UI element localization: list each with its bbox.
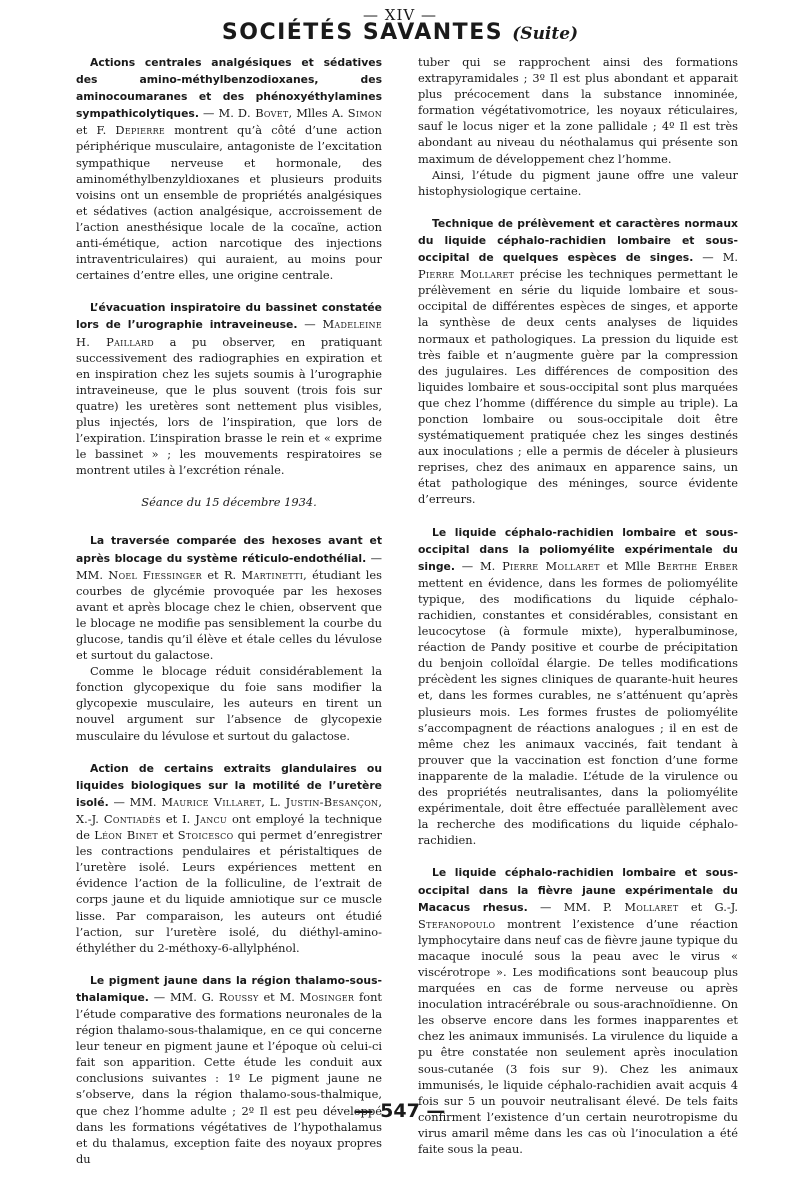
article-roussy-continued — [418, 54, 738, 199]
author-name: Contiadès — [103, 811, 161, 826]
author-name: Stefanopoulo — [418, 916, 496, 931]
page-title — [0, 20, 800, 45]
article-body: montrent qu’à côté d’une action périphérique musculaire, antagoniste de l’excitation sympathique nerveuse et hormonale, des aminométhylbenzyldioxanes et plusieurs produits voisins ont un ensemble de propriétés analgésiques et sédatives (action analgésique, accroissement de l’action anesthésique locale de la cocaïne, action anti-émétique, action narcotique des injections intraventriculaires) qui auraient, au moins pour certaines d’entre elles, une origine centrale. — [76, 123, 383, 283]
article-title: Action de certains extraits glandulaires ou liquides biologiques sur la motilité de l’uretère isolé. — [76, 761, 382, 809]
article-bovet — [76, 54, 382, 283]
author-name: Mosinger — [299, 989, 355, 1004]
article-body: précise les techniques permettant le prélèvement en série du liquide lombaire et sous-occipital de différentes espèces de singes, et apporte la synthèse de deux cents analyses de liquides normaux et pathologiques. La pression du liquide est très faible et n’augmente guère par la compression des jugulaires. Les différences de composition des liquides lombaire et sous-occipital sont plus marquées que chez l’homme (différence du simple au triple). La ponction lombaire ou sous-occipitale doit être systématiquement pratiquée chez les singes destinés aux inoculations ; elle a permis de déceler à plusieurs reprises, chez des animaux en apparence sains, un état pathologique des méninges, source évidente d’erreurs. — [418, 267, 738, 507]
left-column — [76, 54, 382, 1183]
article-mollaret-poliomyelite — [418, 524, 738, 849]
connector: , L. — [261, 794, 286, 809]
article-title: Technique de prélèvement et caractères normaux du liquide céphalo-rachidien lombaire et sous-occipital de quelques espèces de singes. — [418, 216, 738, 265]
section-title: SOCIÉTÉS SAVANTES — [221, 20, 504, 45]
session-date: Séance du 15 décembre 1934. — [141, 495, 317, 510]
author-name: Simon — [347, 106, 382, 121]
article-title: Le liquide céphalo-rachidien lombaire et sous-occipital dans la poliomyélite expérimentale du singe. — [418, 525, 738, 573]
connector: et I. — [160, 811, 196, 826]
author-name: Berthe Erber — [657, 558, 739, 573]
article-title: Le pigment jaune dans la région thalamo-sous-thalamique. — [76, 973, 382, 1004]
author-name: Martinetti — [241, 567, 304, 582]
separator: — M. — [454, 558, 503, 573]
article-body: font l’étude comparative des formations neuronales de la région thalamo-sous-thalamique, en ce qui concerne leur teneur en pigment jaune et l’époque où celui-ci fait son apparition. Cette étude les conduit aux conclusions suivantes : 1º Le pigment jaune ne s’observe, dans la région thalamo-sous-thalmique, que chez l’homme adulte ; 2º Il est peu développé dans les formations végétatives de l’hypothalamus et du thalamus, exception faite des noyaux propres du — [76, 989, 383, 1166]
article-title: La traversée comparée des hexoses avant et après blocage du système réticulo-endothélial. — [76, 534, 382, 565]
connector: et G.-J. — [678, 899, 739, 914]
author-name: Mollaret — [624, 899, 679, 914]
separator: — MM. — [108, 794, 162, 809]
connector: et M. — [258, 989, 300, 1004]
author-name: Madeleine H. Paillard — [76, 317, 382, 349]
connector: , Mlles A. — [288, 106, 348, 121]
separator: — MM. P. — [527, 899, 625, 914]
separator: — — [297, 317, 323, 332]
connector: ont employé la technique de — [76, 811, 382, 843]
article-villaret — [76, 760, 382, 956]
article-paragraph: Ainsi, l’étude du pigment jaune offre une valeur histophysiologique certaine. — [418, 167, 738, 198]
author-name: Pierre Mollaret — [418, 267, 515, 282]
article-body: a pu observer, en pratiquant successivement des radiographies en expiration et en inspiration chez les sujets soumis à l’urographie intraveineuse, que le plus souvent (trois fois sur quatre) les uretères sont nettement plus visibles, plus injectés, lors de l’inspiration, que lors de l’expiration. L’inspiration brasse le rein et « exprime le bassinet » ; les mouvements respiratoires se montrent utiles à l’excrétion rénale. — [76, 334, 382, 478]
separator: — M. — [198, 106, 238, 121]
author-name: Maurice Villaret — [161, 794, 262, 809]
author-name: Pierre Mollaret — [502, 558, 600, 573]
connector: et Mlle — [599, 558, 658, 573]
connector: , X.-J. — [76, 794, 382, 826]
article-title: Actions centrales analgésiques et sédatives des amino-méthylbenzodioxanes, des aminocoumaranes et des phénoxyéthylamines sympathicolytiques. — [76, 56, 382, 121]
article-paragraph: Comme le blocage réduit considérablement la fonction glycopexique du foie sans modifier la glycopexie musculaire, les auteurs en tirent un nouvel argument sur l’absence de glycopexie musculaire du lévulose et surtout du galactose. — [76, 664, 382, 743]
author-name: Depierre — [115, 123, 166, 138]
author-name: Roussy — [218, 989, 259, 1004]
author-name: D. Bovet — [237, 106, 289, 121]
separator: — M. — [693, 250, 738, 265]
author-name: Stoicesco — [177, 828, 234, 843]
article-paillard — [76, 299, 382, 478]
author-name: Justin-Besançon — [285, 794, 379, 809]
separator: — MM. G. — [148, 989, 219, 1004]
roman-folio: — XIV — — [363, 6, 437, 24]
author-name: Jancu — [195, 811, 227, 826]
author-name: Léon Binet — [94, 828, 159, 843]
separator: — MM. — [76, 550, 382, 582]
article-body: montrent l’existence d’une réaction lymphocytaire dans neuf cas de fièvre jaune typique du macaque inoculé sous la peau avec le virus « viscérotrope ». Les modifications sont beaucoup plus marquées en cas de forme nerveuse ou après inoculation intracérébrale ou sous-arachnoïdienne. On les observe encore dans les formes inapparentes et chez les animaux immunisés. La virulence du liquide a pu être constatée non seulement après inoculation sous-cutanée (3 fois sur 9). Chez les animaux immunisés, le liquide céphalo-rachidien avait acquis 4 fois sur 5 un pouvoir neutralisant élevé. De tels faits confirment l’existence d’un certain neurotropisme du virus amaril même dans les cas où l’inoculation a été faite sous la peau. — [418, 916, 738, 1156]
connector: et — [158, 828, 178, 843]
article-body: , étudiant les courbes de glycémie provoquée par les hexoses avant et après blocage chez le chien, observent que le blocage ne modifie pas sensiblement la courbe du glucose, tandis qu’il élève et étale celles du lévulose et surtout du galactose. — [76, 567, 383, 663]
article-body: mettent en évidence, dans les formes de poliomyélite typique, des modifications du liquide céphalo-rachidien, constantes et considérables, consistant en leucocytose (à formule mixte), hyperalbuminose, réaction de Pandy positive et courbe de précipitation du benjoin colloïdal élargie. De telles modifications précèdent les signes cliniques de quarante-huit heures et, dans les formes curables, ne s’atténuent qu’après plusieurs mois. Les formes frustes de poliomyélite s’accompagnent de réactions analogues ; il en est de même chez les animaux vaccinés, fait tendant à prouver que la vaccination est fonction d’une forme inapparente de la maladie. L’étude de la virulence ou des propriétés neutralisantes, dans la poliomyélite expérimentale, doit être effectuée parallèlement avec la recherche des modifications du liquide céphalo-rachidien. — [418, 575, 738, 848]
connector: et R. — [201, 567, 242, 582]
article-fiessinger — [76, 532, 382, 743]
author-name: Noel Fiessinger — [108, 567, 202, 582]
article-body: qui permet d’enregistrer les contractions pendulaires et péristaltiques de l’uretère isolé. Leurs expériences mettent en évidence l’action de la folliculine, de l’extrait de corps jaune et du liquide amniotique sur ce muscle lisse. Par comparaison, les auteurs ont étudié l’action, sur l’uretère isolé, du diéthyl-amino-éthyléther du 2-méthoxy-6-allylphénol. — [76, 828, 382, 955]
section-subtitle: (Suite) — [512, 24, 579, 44]
connector: et F. — [76, 123, 116, 138]
article-title: Le liquide céphalo-rachidien lombaire et sous-occipital dans la fièvre jaune expérimentale du Macacus rhesus. — [418, 866, 738, 914]
page-number: — 547 — — [354, 1100, 446, 1122]
right-column — [418, 54, 738, 1173]
article-title: L’évacuation inspiratoire du bassinet constatée lors de l’urographie intraveineuse. — [76, 301, 382, 332]
article-mollaret-technique — [418, 215, 738, 508]
article-roussy — [76, 972, 382, 1167]
article-paragraph: tuber qui se rapprochent ainsi des formations extrapyramidales ; 3º Il est plus abondant et apparait plus précocement dans la substance innominée, formation végétativomotrice, les noyaux réticulaires, sauf le locus niger et la zone pallidale ; 4º Il est très abondant au niveau du néothalamus qui présente son maximum de développement chez l’homme. — [418, 55, 738, 166]
